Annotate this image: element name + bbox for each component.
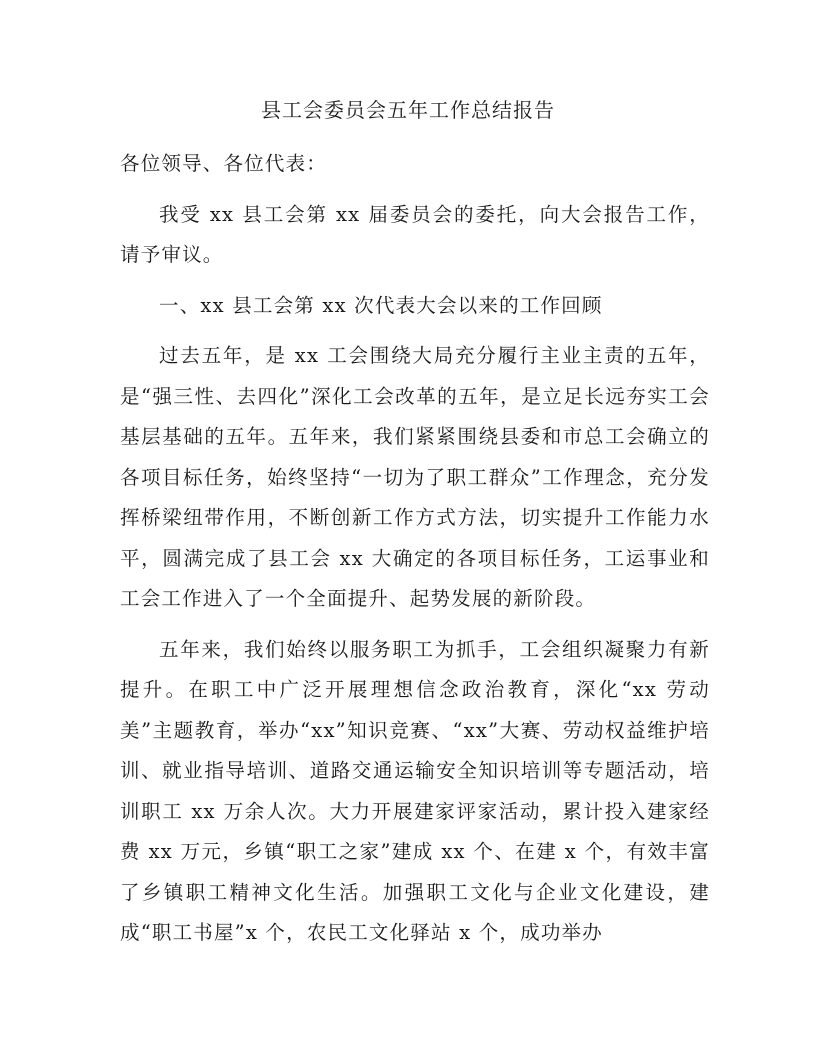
salutation: 各位领导、各位代表： (120, 152, 328, 175)
section-heading-review: 一、xx 县工会第 xx 次代表大会以来的工作回顾 (159, 293, 603, 317)
paragraph-entrustment: 我受 xx 县工会第 xx 届委员会的委托，向大会报告工作，请予审议。 (120, 202, 710, 266)
document-title: 县工会委员会五年工作总结报告 (261, 98, 555, 122)
paragraph-past-five-years: 过去五年，是 xx 工会围绕大局充分履行主业主责的五年，是“强三性、去四化”深化工会改革的五年，是立足长远夯实工会基层基础的五年。五年来，我们紧紧围绕县委和市总工会确立的各项目标任务，始终坚持“一切为了职工群众”工作理念，充分发挥桥梁纽带作用，不断创新工作方式方法，切实提升工作能力水平，圆满完成了县工会 xx 大确定的各项目标任务，工运事业和工会工作进入了一个全面提升、起势发展的新阶段。 (120, 344, 710, 610)
document-body (120, 144, 710, 954)
paragraph-serving-workers: 五年来，我们始终以服务职工为抓手，工会组织凝聚力有新提升。在职工中广泛开展理想信念政治教育，深化“xx 劳动美”主题教育，举办“xx”知识竞赛、“xx”大赛、劳动权益维护培训、就业指导培训、道路交通运输安全知识培训等专题活动，培训职工 xx 万余人次。大力开展建家评家活动，累计投入建家经费 xx 万元，乡镇“职工之家”建成 xx 个、在建 x 个，有效丰富了乡镇职工精神文化生活。加强职工文化与企业文化建设，建成“职工书屋”x 个，农民工文化驿站 x 个，成功举办 (120, 637, 710, 944)
